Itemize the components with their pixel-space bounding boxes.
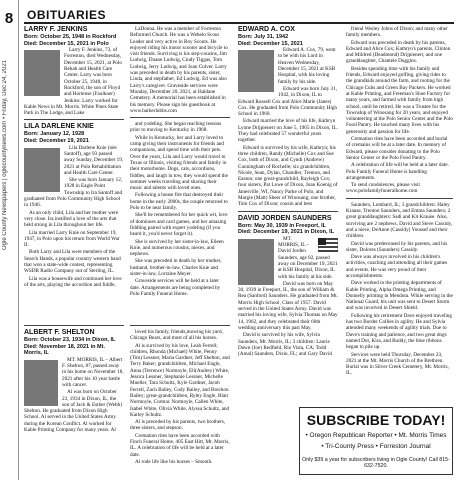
- obituary-text: loved his family, friends,mowing his yard, Chicago Bears, and most of all his horses.: [130, 329, 223, 342]
- divider: [130, 325, 230, 326]
- obituary-text: Besides spending time with his family and friends, Edward enjoyed golfing, giving rides to the grandkids around the farm, and rooting for the Chicago Cubs and Green Bay Packers. He worked at Kable Printing, and Freeman's Shoe Factory for many years, and farmed with family from high school, until he retired. He was a Trustee for the Township of Winosang for 20 years, and enjoyed volunteering at the Polo Senior Center and the Polo Food Pantry. He touched many lives with his generosity and passion for life.: [346, 65, 453, 135]
- obituary-text: LaDonna. He was a member of Forreston Reformed Church. He was a Webelo Scout Leader and very active in Boy Scouts. He enjoyed riding his motor scooter and bicycle to visit friends. Surviving is his step-cousins, Jim Ludwig, Duane Ludwig, Cindy Tiggas, Tom Ludwig, Jerry Ludwig, and Joan Culver. Larry was preceded in death by his parents, sister, Linda, and stepfather, Ed Ludwig. Ed was also Larry's caregiver. Graveside services were Monday, December 20, 2021, at Haldane Cemetery. A memorial has been established in his memory. Please sign his guestbook at www.barkerlubbs.com: [130, 26, 228, 114]
- birth-info: Born: October 23, 1934 in Dixon, IL: [24, 337, 116, 343]
- divider: [238, 211, 338, 212]
- column-2-lower: [130, 322, 230, 466]
- obituary-text: Lila Darlene Knie (née Santoff), age 93 passed away Sunday, December 19, 2021 at Polo Rehabilitation and Health Care Center.: [64, 144, 124, 176]
- column-3: [238, 26, 338, 358]
- obituary-text: MT. MORRIS, IL – David Jorden Saunders, age 82, passed away on December 19, 2021 at KSB Hospital, Dixon, IL with his family at his side.: [278, 235, 338, 280]
- subscribe-offer: Only $39 a year for subscribers living in Ogle County! Call 815-632-7520.: [302, 457, 450, 469]
- birth-info: Born: January 12, 1928: [24, 131, 85, 138]
- obituary-name: LILA DARLENE KNIE: [24, 123, 94, 131]
- subscribe-ad[interactable]: [299, 407, 453, 475]
- death-info: Died: December 15, 2021 in Polo: [24, 40, 109, 47]
- header-rule: [24, 22, 454, 24]
- subscribe-title: SUBSCRIBE TODAY!: [306, 412, 446, 428]
- death-info: Died: December 15, 2021: [238, 40, 303, 47]
- obituary-text: Al was born on October 23, 1934 in Dixon, IL, the son of Jack & Esther (Webb) Shelton. He graduated from Dixon High School. Al served in the United States Army during the Korean Conflict. Al worked for Kable Printing Company for many years. Al: [24, 389, 122, 434]
- divider: [24, 119, 124, 120]
- obituary-text: She is survived by her sister-in-law, Eileen Knie, and numerous cousins, nieces, and nephews.: [130, 238, 224, 258]
- column-2: [130, 26, 230, 298]
- obituary-text: To send condolences, please visit www.polofamilyfuneralhome.com: [346, 182, 420, 195]
- obituary-text: Services were held Thursday, December 23, 2021 at the Mt. Morris Church of the Brethren. Burial was in Silver Creek Cemetery, Mt. Morris, IL.: [346, 351, 449, 377]
- divider: [24, 325, 124, 326]
- obituary-text: Edward A. Cox, 79, went to be with his Lord in Heaven Wednesday, December 15, 2021 at KSB Hospital, with his loving family by his side.: [278, 47, 336, 85]
- obituary-text: David is survived by his wife, Sylvia Saunders, Mt. Morris, IL; 3 children: Laurie Dawn (Joe) Redfield, Rio Vista, CA; Todd (Amal) Saunders, Dixie, FL; and Gary David: [238, 332, 332, 358]
- publication-info: Ogle County Newspapers | oglecountynews.com • Friday, Dec 24, 2021: [2, 60, 8, 250]
- obituary-name: ALBERT F. SHELTON: [24, 329, 95, 336]
- birth-info: Born: October 25, 1948 in Rockford: [24, 34, 117, 40]
- page-number: 8: [4, 10, 14, 27]
- obituary-text: Cremation rites have been accorded and burial of cremains will be at a later date. In memory of Edward, please consider donating to the Polo Senior Center or the Polo Food Pantry.: [346, 136, 448, 161]
- obituary-text: Cremation rites have been accorded with Finch Funeral Home, 405 East Hitt, Mt. Morris, IL. A celebration of life will be held at a later date.: [130, 432, 230, 458]
- portrait-photo: [238, 239, 274, 285]
- obituary-text: Edward was born July 31, 1942, in Dixon, IL to Edward Russell Cox and Alice Marie (Janes) Cox. He graduated from Polo Community High School in 1960.: [238, 85, 338, 118]
- obituary-text: Lila married Larry Knie on September 19, 1947, in Polo upon his return from World War II.: [24, 229, 120, 249]
- obituary-text: Al rode life like his horses – Smooth.: [135, 458, 213, 465]
- obituary-name: LARRY F. JENKINS: [24, 26, 88, 33]
- obituary-text: and yodeling. She began teaching lessons prior to moving to Kentucky in 1968.: [130, 121, 222, 134]
- death-info: Died: November 18, 2021 in Mt. Morris, IL: [24, 343, 105, 357]
- obituary-text: Edward was preceded in death by his parents, Edward and Alice Cox; Kathryn's parents, Clinton and Mildred (Deadmond) Drijpienerr, and one granddaughter, Chantele Duggins.: [346, 39, 451, 65]
- obituary-text: Saunders, Lombard, IL; 3 grandchildren: Haley Krause, Trenton Saunders, and Emma Saunders; 2 great granddaughters: Sadi and Kit Krause. Also, surviving are 2 nephews, David and Steve Cassidy, and a niece, DeAnne (Cassidy) Youssef and their children.: [346, 201, 453, 240]
- obituary-text: As an only child, Lila and her mother were very close. Ira instilled a love of the arts that held strong in Lila throughout her life.: [24, 209, 119, 229]
- obituary-text: Dave worked in the printing departments of Kable Printing, Alpha Omega Printing, and Donnelly printing in Mendota. While serving in the National Guard, his unit was sent to Desert Storm and was involved in Desert Shield.: [346, 280, 453, 312]
- column-1-lower: [24, 322, 124, 434]
- divider: [346, 198, 453, 199]
- birth-info: Born: July 31, 1942: [238, 34, 289, 40]
- obituary-text: A celebration of life will be held at a later date. Polo Family Funeral Home is handling arrangements.: [346, 162, 449, 181]
- obituary-text: She'll be remembered for her quick wit, love of dominoes and card games, and her amazing fiddling paired with expert yodeling (if you heard it, you'd never forget it).: [130, 212, 228, 238]
- obituary-text: Dave was always involved in his children's activities, coaching and attending all their games and events. He was very proud of their accomplishments.: [346, 254, 448, 279]
- obituary-text: MT. MORRIS, IL – Albert F. Shelton, 87, passed away in his home on November 18, 2021 after his 10 year battle with cancer.: [62, 356, 124, 388]
- obituary-text: Lila was a housewife and continued her love of the arts, playing the accordion and fiddle,: [24, 275, 122, 288]
- column-1: [24, 26, 124, 289]
- subscribe-papers-line: • Tri-County Press • Forreston Journal: [321, 443, 431, 450]
- portrait-photo: [24, 50, 60, 96]
- portrait-photo: [238, 50, 274, 92]
- page-sidebar: [0, 0, 19, 480]
- obituary-text: Edward is survived by his wife, Kathryn; his three children, Randy (Michelle) Cox and Sue Cox, both of Dixon, and Cyndi (Andrew) Cunningham of Rochelle; six grandchildren, Nicole, Sean, Dylan, Chandler, Trenton, and Easton; one great-grandchild, Rayleigh Cox; four sisters, Pat Lowe of Dixon, Joan Koenig of Janesville, WI, Nancy Parke of Polo, and Margie (Matt) Sheer of Winosang; one brother, Tom Cox of Dixon; cousin and best: [238, 144, 338, 208]
- subscribe-papers-line: • Oregon Republican Reporter • Mt. Morris Times: [305, 432, 447, 439]
- obituary-text: Edward married the love of his life, Kathryn Lynne Drijpienerr on June 5, 1965 in Dixon, IL. They had celebrated 57 wonderful years together.: [238, 118, 338, 144]
- section-title: OBITUARIES: [27, 8, 107, 22]
- obituary-text: David was born on May 30, 1939 in Freeport, IL, the son of William & Rea (Sanford) Saunders. He graduated from Mt. Morris High School, Class of 1957. David served in the United States Army. David was married his loving wife, Sylvia Thomas on May 14, 1962, and they celebrated their 60th wedding anniversary this past May.: [238, 280, 338, 331]
- divider: [130, 117, 230, 118]
- obituary-text: Following his retirement Dave enjoyed traveling has two Border Collies in agility. He and Sylvia attended many weekends of agility trials. Due to Dave's training and patience, and two great dogs named Dot, Kira, and Buddy, the blue ribbons began to pile up.: [346, 312, 452, 351]
- obituary-text: Both Larry and Lila were members of the Search Hands, a popular country western band that won a state-wide contest, representing WSDR Radio Company out of Sterling, IL.: [24, 249, 121, 275]
- obituary-text: She was born January 12, 1928 in Eagle Point Township to Ira Santoff and graduated from Polo Community High School in 1946.: [24, 177, 123, 209]
- portrait-photo: [24, 360, 58, 406]
- column-4: [346, 26, 453, 378]
- obituary-text: She was preceded in death by her mother, husband, brother-in-law, Charles Knie and sister-in-law, Lorraine Meyer.: [130, 258, 222, 277]
- obituary-text: Following a house fire that destroyed their home in the early 2000s, the couple returned to Polo to be near family.: [130, 192, 228, 212]
- obituary-text: Al is survived by his love, Leah Ferrell; children, Rhonda (Michael) White, Penny (Tim) Lessner, Maria Gardner, Jeff Shelton, and Terry Baker; grandchildren, Michael Engle, Anna (Terrence) Normoyle, Eli(Audrey) White, Jessica Lessner, Stephanie Lessner, Michelle Mueller, Tara Schultz, Kyle Gardner, Jacob Ferrell, Zach Bailey, Cody Bailey, and Brechon Bailey; great-grandchildren, Ryley Engle, Blair Normoyle, Cormac Normoyle, Callen White, Isabel White, Olivia White, Alyssa Schultz, and Karley Schultz.: [130, 342, 230, 418]
- obituary-text: David was predeceased by his parents, and his sister, Dolores (Saunders) Cassidy.: [346, 240, 448, 253]
- obituary-name: EDWARD A. COX: [238, 26, 295, 33]
- american-flag-icon: [318, 238, 338, 252]
- obituary-text: Al is preceded by his parents, two brothers, three sisters, and stepson.: [130, 419, 226, 432]
- obituary-text: friend Wesley Johns of Dixon; and many other family members.: [346, 26, 448, 39]
- obituary-text: While in Kentucky, her and Larry loved to camp giving their instruments for friends and companions, and spend time with their pets. Over the years, Lila and Larry would travel to Texas or Illinois, visiting friends and family in their motorhome. Dogs, cats, accordions, fiddles, and laugh in tow, they would spend the summer weeks traveling and sharing their music and talents with loved ones.: [130, 134, 228, 192]
- death-info: Died: December 19, 2021: [24, 138, 89, 145]
- obituary-text: Larry F. Jenkins, 73, of Forreston, died Wednesday, December 15, 2021, at Polo Rehab and Health Care Center. Larry was born October 25, 1948, in Rockford, the son of Floyd and Hortense (Faulkner) Jenkins. Larry worked for Kable News in Mt. Morris. White Pines State Park in The Lodge, and Lake: [24, 47, 122, 117]
- portrait-photo: [24, 148, 60, 192]
- birth-info: Born: May 30, 1939 in Freeport, IL: [238, 222, 327, 229]
- obituary-name: DAVID JORDEN SAUNDERS: [238, 214, 332, 222]
- death-info: Died: December 19, 2021 in Dixon, IL: [238, 229, 334, 236]
- obituary-text: Graveside services will be held at a later date. Arrangements are being completed by Polo Family Funeral Home.: [130, 278, 221, 297]
